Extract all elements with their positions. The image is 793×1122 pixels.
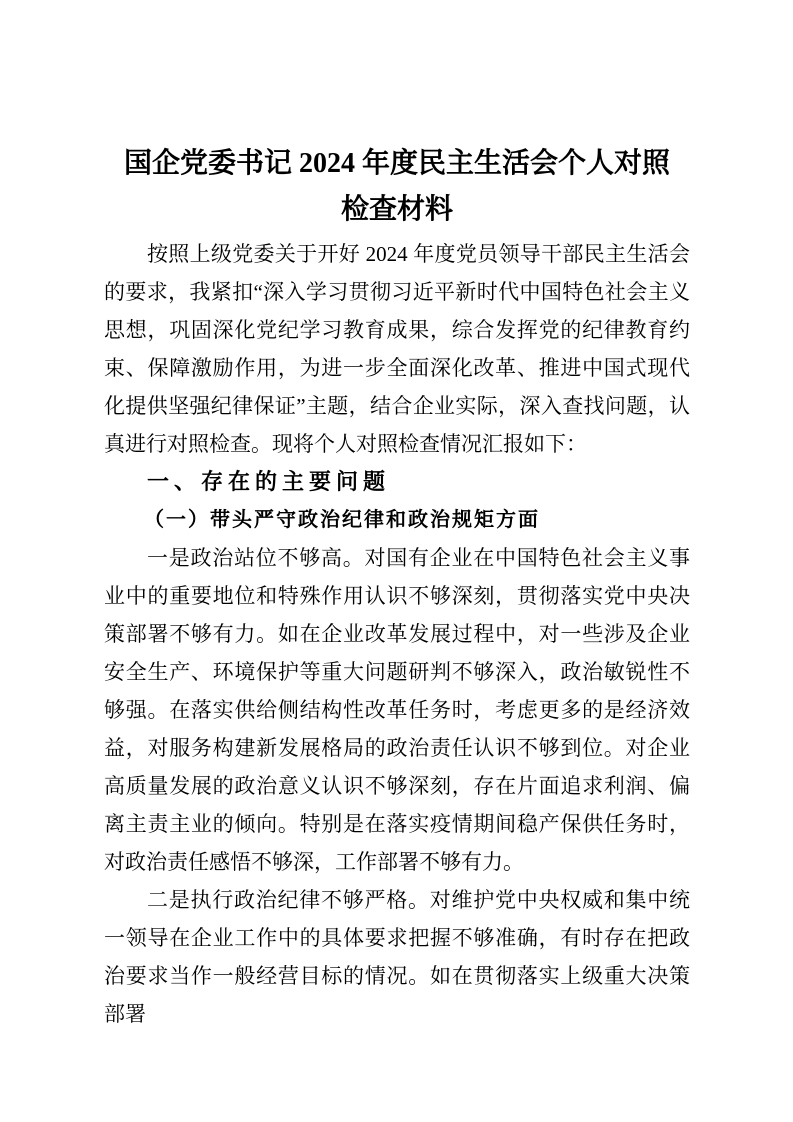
subsection-heading-political-discipline: （一）带头严守政治纪律和政治规矩方面	[144, 509, 540, 531]
paragraph-problem-2: 二是执行政治纪律不够严格。对维护党中央权威和集中统一领导在企业工作中的具体要求把握不够准确，有时存在把政治要求当作一般经营目标的情况。如在贯彻落实上级重大决策部署	[104, 888, 690, 1026]
document-title-line-2: 检查材料	[340, 194, 453, 225]
paragraph-intro: 按照上级党委关于开好 2024 年度党员领导干部民主生活会的要求，我紧扣“深入学习贯彻习近平新时代中国特色社会主义思想，巩固深化党纪学习教育成果，综合发挥党的纪律教育约束、保障激励作用，为进一步全面深化改革、推进中国式现代化提供坚强纪律保证”主题，结合企业实际，深入查找问题，认真进行对照检查。现将个人对照检查情况汇报如下：	[104, 242, 690, 456]
paragraph-problem-1: 一是政治站位不够高。对国有企业在中国特色社会主义事业中的重要地位和特殊作用认识不够深刻，贯彻落实党中央决策部署不够有力。如在企业改革发展过程中，对一些涉及企业安全生产、环境保护等重大问题研判不够深入，政治敏锐性不够强。在落实供给侧结构性改革任务时，考虑更多的是经济效益，对服务构建新发展格局的政治责任认识不够到位。对企业高质量发展的政治意义认识不够深刻，存在片面追求利润、偏离主责主业的倾向。特别是在落实疫情期间稳产保供任务时，对政治责任感悟不够深，工作部署不够有力。	[104, 546, 690, 874]
document-title	[104, 141, 690, 233]
document-title-line-1: 国企党委书记 2024 年度民主生活会个人对照	[123, 148, 670, 179]
section-heading-main-problems: 一、存在的主要问题	[147, 469, 391, 494]
